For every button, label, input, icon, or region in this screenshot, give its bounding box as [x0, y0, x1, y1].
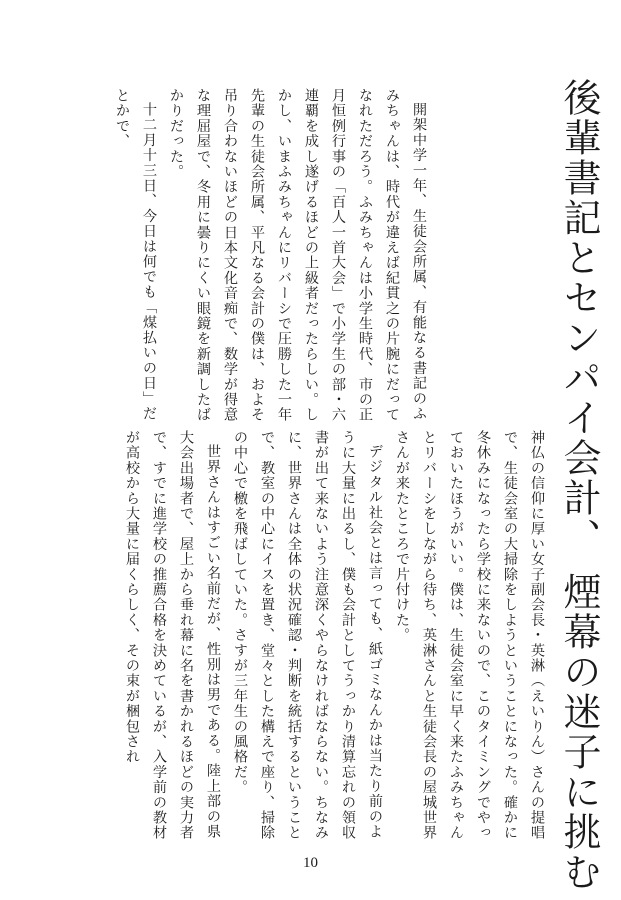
- body-paragraph: デジタル社会とは言っても、紙ゴミなんかは当たり前のように大量に出るし、僕も会計としてうっかり清算忘れの領収書が出て来ないよう注意深くやらなければならない。ちなみに、世界さんは全体の状況確認・判断を統括するということで、教室の中心にイスを置き、堂々とした構えで座り、掃除の中心で檄を飛ばしていた。さすが三年生の風格だ。: [232, 430, 383, 841]
- page-number: 10: [303, 855, 318, 871]
- upper-body-text: [110, 88, 432, 428]
- lower-body-text: [80, 430, 550, 850]
- chapter-title: [557, 78, 601, 892]
- title-line-2: 煙幕の迷子に挑む: [557, 572, 601, 892]
- body-paragraph: 十二月十三日、今日は何でも「煤払いの日」だとかで、: [114, 88, 157, 422]
- body-paragraph: 世界さんはすごい名前だが、性別は男である。陸上部の県大会出場者で、屋上から垂れ幕に名を書かれるほどの実力者で、すでに進学校の推薦合格を決めているが、入学前の教材が高校から大量に届くらしく、その束が梱包され: [124, 430, 221, 841]
- body-paragraph: 開架中学一年、生徒会所属、有能なる書記のふみちゃんは、時代が違えば紀貫之の片腕にだってなれただろう。ふみちゃんは小学生時代、市の正月恒例行事の「百人一首大会」で小学生の部・六連覇を成し遂げるほどの上級者だったらしい。しかし、いまふみちゃんにリバーシで圧勝した一年先輩の生徒会所属、平凡なる会計の僕は、およそ吊り合わないほどの日本文化音痴で、数学が得意な理屈屋で、冬用に曇りにくい眼鏡を新調したばかりだった。: [168, 88, 427, 423]
- body-paragraph: 神仏の信仰に厚い女子副会長・英淋（えいりん）さんの提唱で、生徒会室の大掃除をしようということになった。確かに冬休みになったら学校に来ないので、このタイミングでやっておいたほうがいい。僕は、生徒会室に早く来たふみちゃんとリバーシをしながら待ち、英淋さんと生徒会長の屋城世界さんが来たところで片付けた。: [394, 430, 545, 841]
- title-line-1: 後輩書記とセンパイ会計、: [557, 78, 601, 558]
